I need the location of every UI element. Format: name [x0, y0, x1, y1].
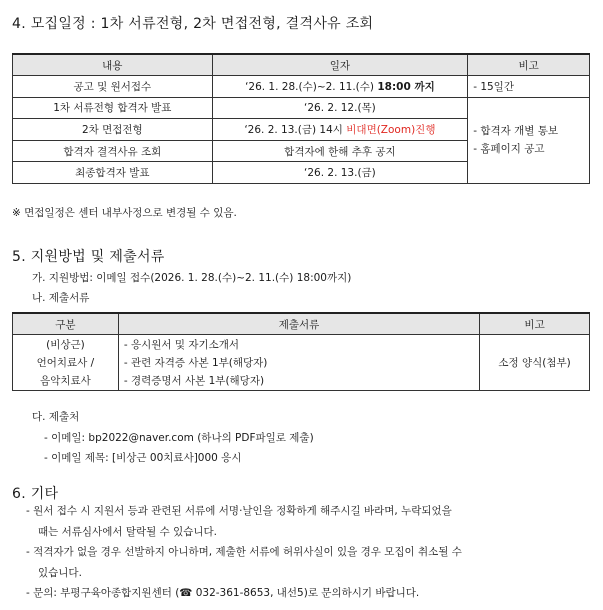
documents-cell	[118, 335, 479, 391]
submission-email: - 이메일: bp2022@naver.com (하나의 PDF파일로 제출)	[44, 432, 314, 444]
header-category: 구분	[13, 313, 119, 335]
deadline-emphasis: 18:00 까지	[377, 80, 435, 93]
row-content: 1차 서류전형 합격자 발표	[13, 97, 213, 119]
row-date: ‘26. 2. 12.(목)	[212, 97, 468, 119]
section-5-title: 5. 지원방법 및 제출서류	[12, 249, 165, 265]
date-text: ‘26. 1. 28.(수)~2. 11.(수)	[245, 80, 378, 93]
header-remark: 비고	[480, 313, 590, 335]
row-date: ‘26. 2. 13.(금)	[212, 162, 468, 184]
section-6-title: 6. 기타	[12, 486, 59, 502]
schedule-header-row	[13, 54, 590, 76]
header-content: 내용	[13, 54, 213, 76]
section-4-title: 4. 모집일정 : 1차 서류전형, 2차 면접전형, 결격사유 조회	[12, 16, 374, 32]
remark-notify: - 합격자 개별 통보	[473, 125, 558, 138]
note-item-3-contact: - 문의: 부평구육아종합지원센터 (☎ 032-361-8653, 내선5)로 문의하시기 바랍니다.	[26, 587, 420, 599]
documents-header-row	[13, 313, 590, 335]
destination-label: 다. 제출처	[32, 411, 80, 423]
row-date	[212, 119, 468, 141]
date-text: ‘26. 2. 13.(금) 14시	[244, 123, 347, 136]
note-item-1-line1: - 원서 접수 시 지원서 등과 관련된 서류에 서명·날인을 정확하게 해주시길 바라며, 누락되었을	[26, 505, 452, 517]
row-content: 공고 및 원서접수	[13, 76, 213, 98]
document-item: - 응시원서 및 자기소개서	[123, 338, 240, 351]
category-line: 언어치료사 /	[36, 356, 95, 369]
document-item: - 경력증명서 사본 1부(해당자)	[123, 374, 265, 387]
table-row	[13, 97, 590, 119]
note-item-2-line1: - 적격자가 없을 경우 선발하지 아니하며, 제출한 서류에 허위사실이 있을 경우 모집이 취소될 수	[26, 546, 462, 558]
table-row	[13, 76, 590, 98]
row-content: 2차 면접전형	[13, 119, 213, 141]
row-remark: - 15일간	[468, 76, 590, 98]
row-remark-group	[468, 97, 590, 183]
category-line: 음악치료사	[40, 374, 91, 387]
note-item-1-line2: 때는 서류심사에서 탈락될 수 있습니다.	[38, 526, 217, 538]
header-documents: 제출서류	[118, 313, 479, 335]
schedule-table	[12, 53, 590, 184]
table-row	[13, 335, 590, 391]
row-date: 합격자에 한해 추후 공지	[212, 140, 468, 162]
category-line: (비상근)	[46, 338, 85, 351]
header-date: 일자	[212, 54, 468, 76]
email-subject: - 이메일 제목: [비상근 00치료사]000 응시	[44, 452, 242, 464]
row-content: 최종합격자 발표	[13, 162, 213, 184]
row-date	[212, 76, 468, 98]
remark-cell: 소정 양식(첨부)	[480, 335, 590, 391]
online-zoom-note: 비대면(Zoom)진행	[346, 123, 436, 136]
document-item: - 관련 자격증 사본 1부(해당자)	[123, 356, 268, 369]
remark-homepage: - 홈페이지 공고	[473, 143, 545, 156]
row-content: 합격자 결격사유 조회	[13, 140, 213, 162]
documents-table	[12, 312, 590, 391]
note-item-2-line2: 있습니다.	[38, 567, 82, 579]
application-method: 가. 지원방법: 이메일 접수(2026. 1. 28.(수)~2. 11.(수) 18:00까지)	[32, 272, 352, 284]
documents-label: 나. 제출서류	[32, 292, 90, 304]
schedule-note: ※ 면접일정은 센터 내부사정으로 변경될 수 있음.	[12, 207, 237, 219]
header-remark: 비고	[468, 54, 590, 76]
category-cell	[13, 335, 119, 391]
